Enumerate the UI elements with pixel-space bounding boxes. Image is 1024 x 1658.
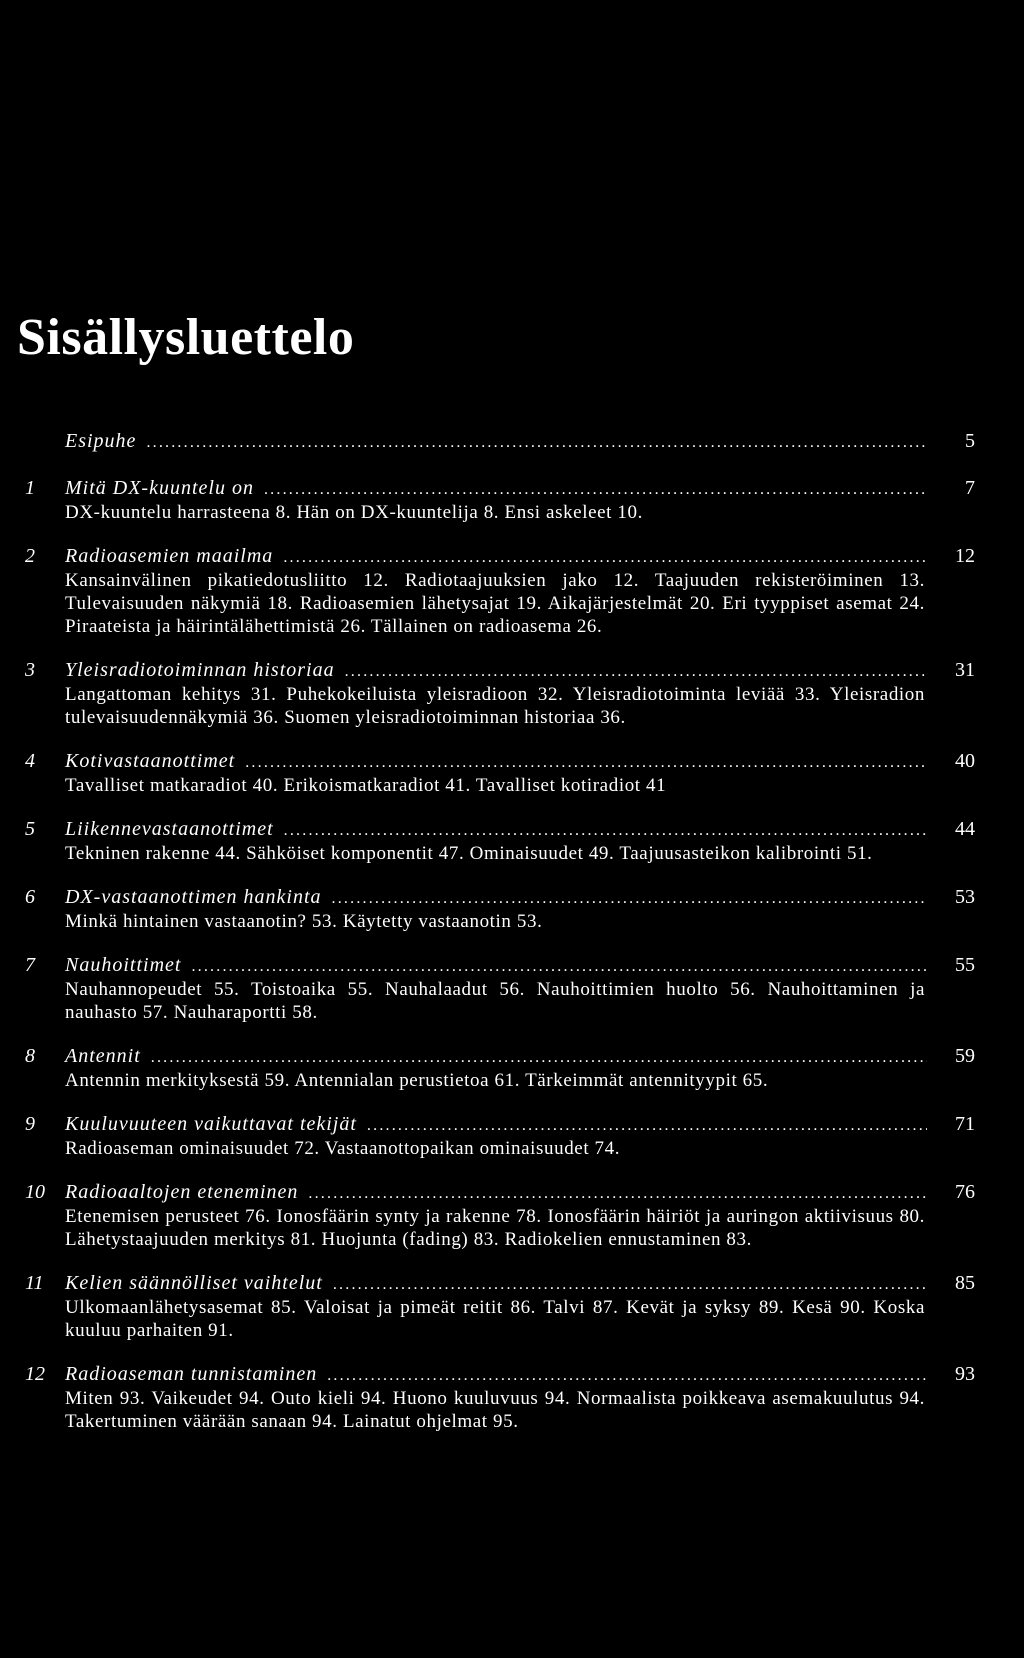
toc-chapter-5 (25, 818, 975, 865)
chapter-number: 7 (25, 954, 35, 976)
toc-chapter-1 (25, 477, 975, 524)
toc-chapter-8 (25, 1045, 975, 1092)
dot-leader (327, 1364, 927, 1387)
chapter-title: Radioasemien maailma (65, 545, 274, 567)
toc-chapter-2 (25, 545, 975, 638)
dot-leader (367, 1114, 927, 1137)
chapter-title: Radioaaltojen eteneminen (65, 1181, 299, 1203)
chapter-heading (65, 1113, 975, 1137)
chapter-heading (65, 886, 975, 910)
page-number: 53 (955, 886, 975, 908)
page-number: 31 (955, 659, 975, 681)
chapter-subsections: Radioaseman ominaisuudet 72. Vastaanottopaikan ominaisuudet 74. (65, 1138, 621, 1159)
dot-leader (151, 1046, 927, 1069)
dot-leader (264, 478, 927, 501)
toc-chapter-4 (25, 750, 975, 797)
chapter-heading (65, 545, 975, 569)
chapter-number: 6 (25, 886, 35, 908)
toc-chapter-7 (25, 954, 975, 1024)
chapter-number: 11 (25, 1272, 44, 1294)
chapter-heading (65, 1045, 975, 1069)
dot-leader (283, 546, 927, 569)
chapter-number: 10 (25, 1181, 45, 1203)
dot-leader (333, 1273, 927, 1296)
chapter-heading (65, 1272, 975, 1296)
page-number: 76 (955, 1181, 975, 1203)
chapter-subsections: Langattoman kehitys 31. Puhekokeiluista yleisradioon 32. Yleisradiotoiminta leviää 33. Yleisradion tulevaisuudennäkymiä 36. Suomen yleisradiotoiminnan historiaa 36. (65, 684, 925, 728)
dot-leader (345, 660, 927, 683)
chapter-subsections: Tavalliset matkaradiot 40. Erikoismatkaradiot 41. Tavalliset kotiradiot 41 (65, 775, 667, 796)
chapter-title: Yleisradiotoiminnan historiaa (65, 659, 335, 681)
chapter-heading (65, 1363, 975, 1387)
chapter-subsections: Miten 93. Vaikeudet 94. Outo kieli 94. Huono kuuluvuus 94. Normaalista poikkeava asemakuulutus 94. Takertuminen väärään sanaan 94. Lainatut ohjelmat 95. (65, 1388, 925, 1432)
dot-leader (332, 887, 927, 910)
toc-chapter-3 (25, 659, 975, 729)
chapter-title: Liikennevastaanottimet (65, 818, 274, 840)
chapter-subsections: DX-kuuntelu harrasteena 8. Hän on DX-kuuntelija 8. Ensi askeleet 10. (65, 502, 643, 523)
chapter-number: 5 (25, 818, 35, 840)
page-number: 93 (955, 1363, 975, 1385)
entry-title: Esipuhe (65, 430, 137, 452)
page-number: 5 (965, 430, 975, 452)
toc-chapter-12 (25, 1363, 975, 1433)
chapter-number: 3 (25, 659, 35, 681)
dot-leader (245, 751, 927, 774)
chapter-heading (65, 750, 975, 774)
toc-chapter-9 (25, 1113, 975, 1160)
chapter-number: 4 (25, 750, 35, 772)
page-title: Sisällysluettelo (17, 309, 355, 366)
chapter-subsections: Ulkomaanlähetysasemat 85. Valoisat ja pimeät reitit 86. Talvi 87. Kevät ja syksy 89. Kesä 90. Koska kuuluu parhaiten 91. (65, 1297, 925, 1341)
chapter-heading (65, 818, 975, 842)
chapter-subsections: Etenemisen perusteet 76. Ionosfäärin synty ja rakenne 78. Ionosfäärin häiriöt ja auringon aktiivisuus 80. Lähetystaajuuden merkitys 81. Huojunta (fading) 83. Radiokelien ennustaminen 83. (65, 1206, 925, 1250)
chapter-title: Kelien säännölliset vaihtelut (65, 1272, 323, 1294)
page-number: 55 (955, 954, 975, 976)
page-number: 85 (955, 1272, 975, 1294)
page-number: 59 (955, 1045, 975, 1067)
chapter-title: Kotivastaanottimet (65, 750, 236, 772)
chapter-heading (65, 954, 975, 978)
toc-chapter-6 (25, 886, 975, 933)
chapter-subsections: Nauhannopeudet 55. Toistoaika 55. Nauhalaadut 56. Nauhoittimien huolto 56. Nauhoittaminen ja nauhasto 57. Nauharaportti 58. (65, 979, 925, 1023)
page-number: 40 (955, 750, 975, 772)
page-number: 71 (955, 1113, 975, 1135)
page-number: 7 (965, 477, 975, 499)
chapter-title: Radioaseman tunnistaminen (65, 1363, 318, 1385)
chapter-subsections: Tekninen rakenne 44. Sähköiset komponentit 47. Ominaisuudet 49. Taajuusasteikon kalibrointi 51. (65, 843, 873, 864)
chapter-subsections: Kansainvälinen pikatiedotusliitto 12. Radiotaajuuksien jako 12. Taajuuden rekisteröiminen 13. Tulevaisuuden näkymiä 18. Radioasemien lähetysajat 19. Aikajärjestelmät 20. Eri tyyppiset asemat 24. Piraateista ja häirintälähettimistä 26. Tällainen on radioasema 26. (65, 570, 925, 637)
chapter-number: 12 (25, 1363, 45, 1385)
chapter-subsections: Antennin merkityksestä 59. Antennialan perustietoa 61. Tärkeimmät antennityypit 65. (65, 1070, 769, 1091)
chapter-title: Mitä DX-kuuntelu on (65, 477, 254, 499)
page-number: 44 (955, 818, 975, 840)
chapter-subsections: Minkä hintainen vastaanotin? 53. Käytetty vastaanotin 53. (65, 911, 543, 932)
chapter-heading (65, 659, 975, 683)
table-of-contents (25, 430, 975, 1433)
chapter-title: DX-vastaanottimen hankinta (65, 886, 322, 908)
chapter-title: Antennit (65, 1045, 141, 1067)
chapter-number: 2 (25, 545, 35, 567)
toc-entry-preface (65, 430, 975, 456)
dot-leader (284, 819, 927, 842)
chapter-number: 8 (25, 1045, 35, 1067)
chapter-number: 9 (25, 1113, 35, 1135)
chapter-heading (65, 477, 975, 501)
dot-leader (191, 955, 927, 978)
chapter-number: 1 (25, 477, 35, 499)
chapter-title: Kuuluvuuteen vaikuttavat tekijät (65, 1113, 357, 1135)
page-number: 12 (955, 545, 975, 567)
chapter-heading (65, 1181, 975, 1205)
dot-leader (308, 1182, 927, 1205)
toc-chapter-10 (25, 1181, 975, 1251)
chapter-title: Nauhoittimet (65, 954, 182, 976)
toc-chapter-11 (25, 1272, 975, 1342)
dot-leader (146, 431, 927, 454)
